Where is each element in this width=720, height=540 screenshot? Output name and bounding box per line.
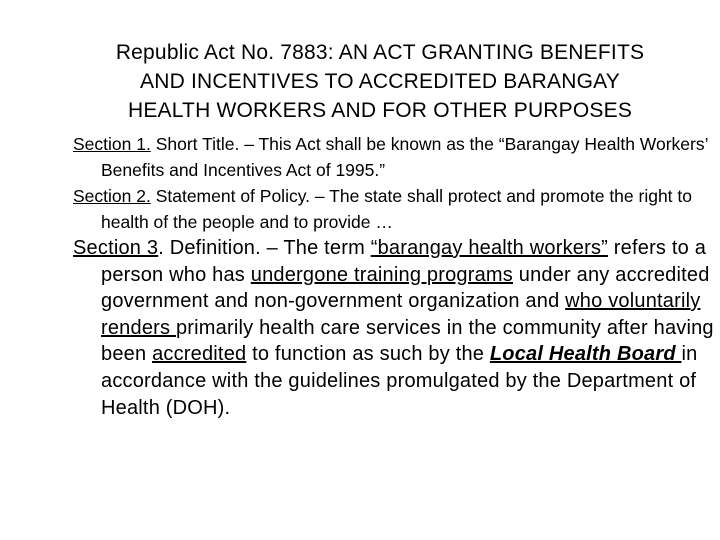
phrase-voluntarily-renders: who voluntarily renders (101, 290, 701, 339)
section-2-paragraph (73, 183, 720, 235)
title-line-3: HEALTH WORKERS AND FOR OTHER PURPOSES (127, 99, 633, 122)
section-3-text-1: . Definition. – The term (158, 237, 371, 259)
section-1-text: Short Title. – This Act shall be known as the “Barangay Health Workers’ Benefits and Incentives Act of 1995.” (101, 134, 708, 180)
section-3-text-4: primarily health care services in the community after having been (101, 316, 714, 366)
title-line-2: AND INCENTIVES TO ACCREDITED BARANGAY (140, 70, 620, 93)
section-3-text-3: under any accredited government and non-government organization and (101, 263, 710, 313)
section-2-text: Statement of Policy. – The state shall protect and promote the right to health of the people and to provide … (101, 186, 693, 232)
title-line-1: Republic Act No. 7883: AN ACT GRANTING BENEFITS (115, 41, 645, 64)
word-accredited: accredited (152, 343, 247, 366)
section-2-label: Section 2. (73, 186, 151, 206)
section-3-text-2: refers to a person who has (101, 237, 707, 286)
section-3-text-6: in accordance with the guidelines promulgated by the Department of Health (DOH). (101, 343, 698, 419)
section-3-text-5: to function as such by the (246, 343, 490, 366)
section-3-paragraph (73, 235, 720, 421)
section-1-paragraph (73, 131, 720, 183)
local-health-board: Local Health Board (489, 343, 682, 366)
section-1-label: Section 1. (73, 134, 151, 154)
phrase-undergone-training: undergone training programs (250, 263, 513, 286)
document-title (60, 38, 700, 125)
term-barangay-health-workers: “barangay health workers” (370, 237, 609, 259)
section-3-label: Section 3 (73, 237, 159, 259)
